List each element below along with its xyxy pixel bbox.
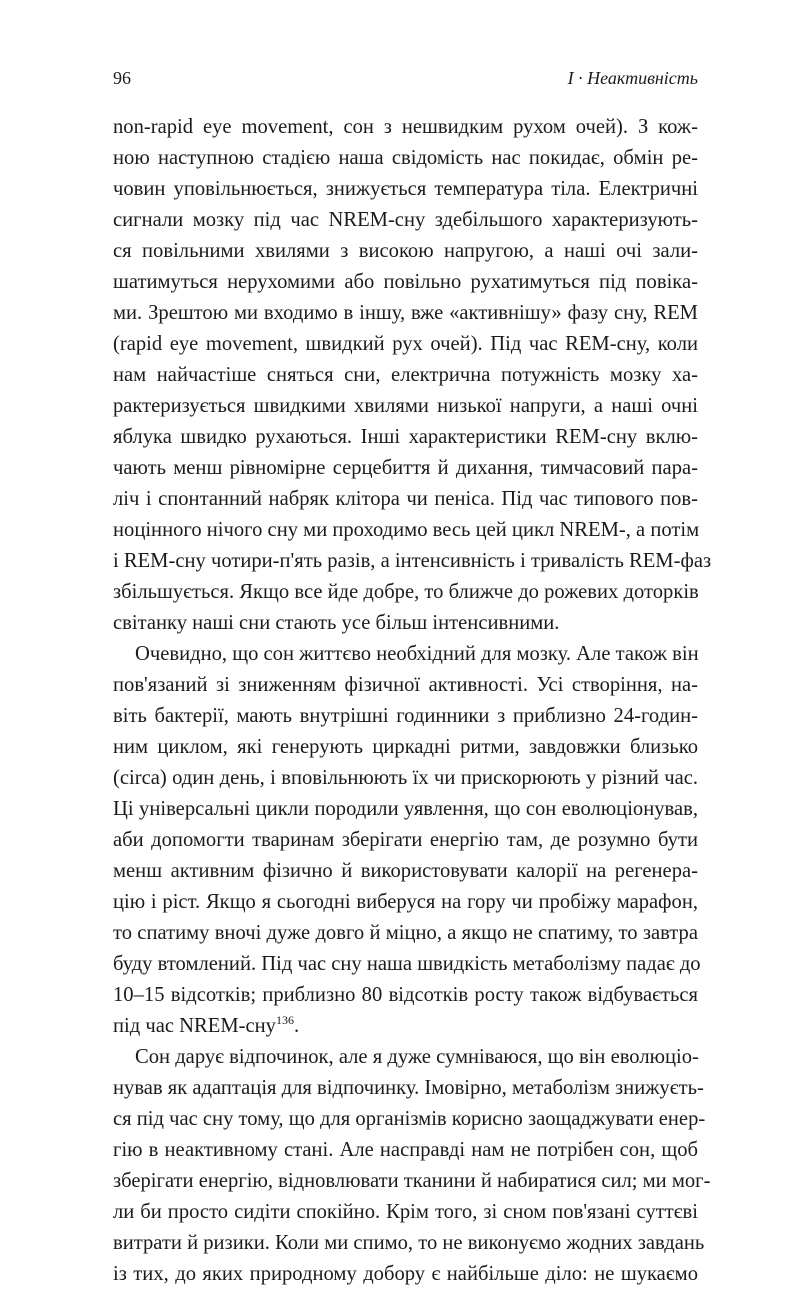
text-line: сигнали мозку під час NREM-сну здебільшого характеризують- [113, 209, 698, 231]
text-line: ноцінного нічого сну ми проходимо весь цей цикл NREM-, а потім [113, 519, 700, 541]
text-line: чають менш рівномірне серцебиття й дихання, тимчасовий пара- [113, 457, 698, 479]
paragraph [113, 1042, 711, 1290]
text-line: світанку наші сни стають усе більш інтенсивними. [113, 612, 560, 634]
paragraph [113, 112, 712, 639]
text-line: шатимуться нерухомими або повільно рухатимуться під повіка- [113, 271, 698, 293]
text-line: non-rapid eye movement, сон з нешвидким рухом очей). З кож- [113, 116, 698, 138]
page-number: 96 [113, 68, 131, 88]
text-line: гію в неактивному стані. Але насправді нам не потрібен сон, щоб [113, 1139, 698, 1161]
text-line: зберігати енергію, відновлювати тканини й набиратися сил; ми мог- [113, 1170, 711, 1192]
text-line: нував як адаптація для відпочинку. Імовірно, метаболізм знижуєть- [113, 1077, 704, 1099]
text-line: під час NREM-сну$^{136}$. [113, 1013, 300, 1037]
paragraph [113, 639, 701, 1042]
text-line: менш активним фізично й використовувати калорії на регенера- [113, 860, 698, 882]
text-line: аби допомогти тваринам зберігати енергію там, де розумно бути [113, 829, 698, 851]
text-line: пов'язаний зі зниженням фізичної активності. Усі створіння, на- [113, 674, 698, 696]
text-line: ною наступною стадією наша свідомість нас покидає, обмін ре- [113, 147, 698, 169]
text-line: Очевидно, що сон життєво необхідний для мозку. Але також він [135, 643, 699, 665]
text-line: яблука швидко рухаються. Інші характеристики REM-сну вклю- [113, 426, 698, 448]
text-line: ми. Зрештою ми входимо в іншу, вже «активнішу» фазу сну, REM [113, 302, 698, 324]
text-line: ся під час сну тому, що для організмів корисно заощаджувати енер- [113, 1108, 706, 1130]
running-head: І · Неактивність [567, 68, 698, 88]
page-header [113, 65, 698, 91]
punctuation: . [293, 1015, 300, 1037]
text-line: буду втомлений. Під час сну наша швидкість метаболізму падає до [113, 953, 701, 975]
text-line: нам найчастіше сняться сни, електрична потужність мозку ха- [113, 364, 698, 386]
text-line: Ці універсальні цикли породили уявлення, що сон еволюціонував, [113, 798, 698, 820]
text-line: цію і ріст. Якщо я сьогодні виберуся на гору чи пробіжу марафон, [113, 891, 698, 913]
text-line: ли би просто сидіти спокійно. Крім того, зі сном пов'язані суттєві [113, 1201, 698, 1223]
body-text [113, 112, 712, 1290]
text-line: ним циклом, які генерують циркадні ритми, завдовжки близько [113, 736, 698, 758]
text-line: ся повільними хвилями з високою напругою, а наші очі зали- [113, 240, 698, 262]
text-line: то спатиму вночі дуже довго й міцно, а якщо не спатиму, то завтра [113, 922, 698, 944]
text-line: із тих, до яких природному добору є найбільше діло: не шукаємо [113, 1263, 698, 1285]
footnote-reference[interactable]: 136 [275, 1013, 294, 1027]
text-line: віть бактерії, мають внутрішні годинники з приблизно 24-годин- [113, 705, 698, 727]
text-line: Сон дарує відпочинок, але я дуже сумніваюся, що він еволюціо- [135, 1046, 699, 1068]
text-line: ліч і спонтанний набряк клітора чи пеніса. Під час типового пов- [113, 488, 698, 510]
text-line: рактеризується швидкими хвилями низької напруги, а наші очні [113, 395, 698, 417]
text-line: і REM-сну чотири-п'ять разів, а інтенсивність і тривалість REM-фаз [113, 550, 712, 572]
text-line: (circa) один день, і вповільнюють їх чи прискорюють у різний час. [113, 767, 698, 789]
text-line: 10–15 відсотків; приблизно 80 відсотків росту також відбувається [113, 984, 698, 1006]
text-line: (rapid eye movement, швидкий рух очей). Під час REM-сну, коли [113, 333, 698, 355]
text-line: витрати й ризики. Коли ми спимо, то не виконуємо жодних завдань [113, 1232, 705, 1254]
text-line: човин уповільнюється, знижується температура тіла. Електричні [113, 178, 698, 200]
text-line: збільшується. Якщо все йде добре, то ближче до рожевих доторків [113, 581, 699, 603]
